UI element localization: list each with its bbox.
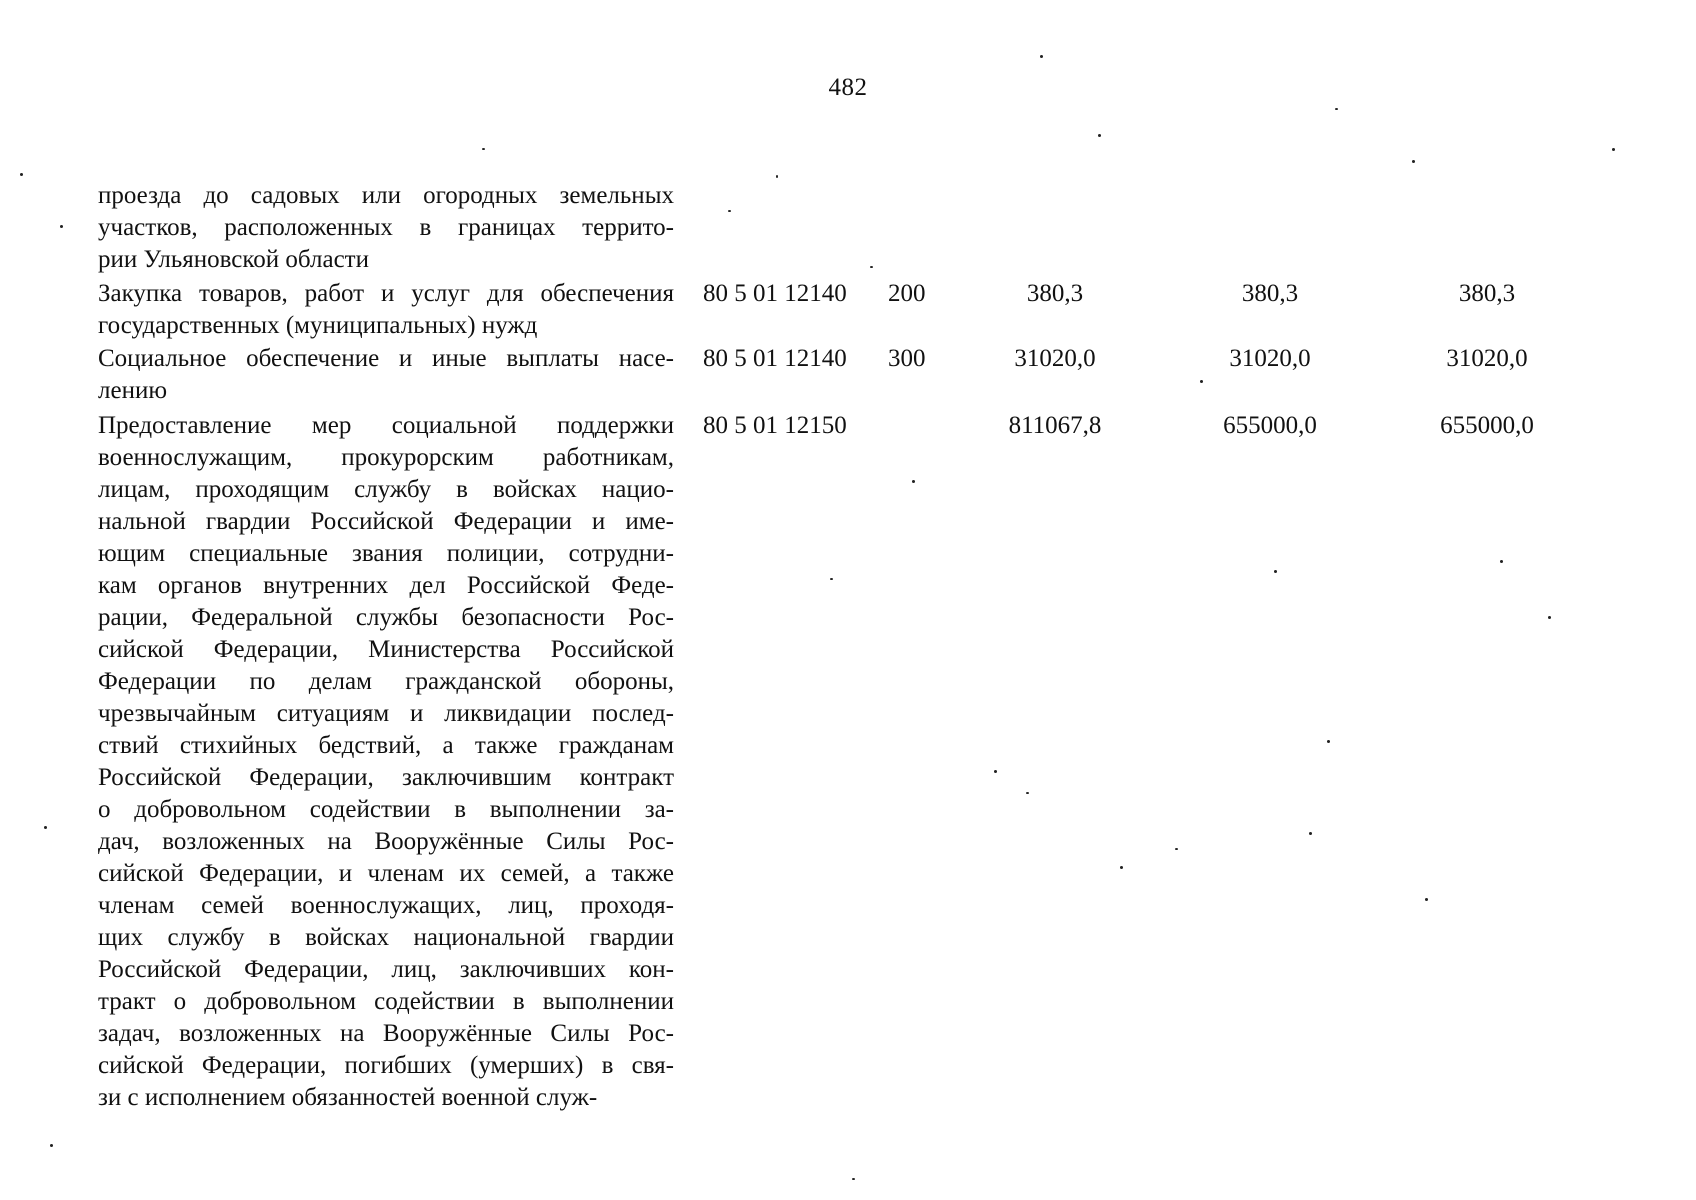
row-description	[98, 180, 674, 276]
amount-year-3: 655000,0	[1440, 412, 1534, 439]
description-line: членам семей военнослужащих, лиц, проходя-	[98, 892, 674, 919]
description-line: сийской Федерации, погибших (умерших) в свя-	[98, 1052, 674, 1079]
amount-year-2: 655000,0	[1223, 412, 1317, 439]
description-line: лицам, проходящим службу в войсках нацио-	[98, 476, 674, 503]
amount-year-1: 380,3	[1026, 280, 1084, 307]
description-line: зи с исполнением обязанностей военной служ-	[98, 1084, 598, 1111]
description-line: Российской Федерации, заключившим контракт	[98, 764, 674, 791]
amount-year-1: 31020,0	[1014, 345, 1096, 372]
description-line: Закупка товаров, работ и услуг для обеспечения	[98, 280, 674, 307]
description-line: о добровольном содействии в выполнении за-	[98, 796, 674, 823]
description-line: щих службу в войсках национальной гвардии	[98, 924, 674, 951]
description-line: задач, возложенных на Вооружённые Силы Рос-	[98, 1020, 674, 1047]
description-line: государственных (муниципальных) нужд	[98, 312, 538, 339]
description-line: чрезвычайным ситуациям и ликвидации послед-	[98, 700, 674, 727]
description-line: участков, расположенных в границах террито-	[98, 214, 674, 241]
description-line: рации, Федеральной службы безопасности Рос-	[98, 604, 674, 631]
description-line: дач, возложенных на Вооружённые Силы Рос-	[98, 828, 674, 855]
target-article-code: 80 5 01 12140	[703, 345, 847, 372]
amount-year-2: 380,3	[1241, 280, 1299, 307]
description-line: сийской Федерации, и членам их семей, а также	[98, 860, 674, 887]
description-line: проезда до садовых или огородных земельных	[98, 182, 674, 209]
amount-year-2: 31020,0	[1229, 345, 1311, 372]
page-number: 482	[828, 74, 868, 101]
description-line: кам органов внутренних дел Российской Феде-	[98, 572, 674, 599]
amount-year-1: 811067,8	[1008, 412, 1102, 439]
description-line: лению	[98, 377, 168, 404]
description-line: ющим специальные звания полиции, сотрудни-	[98, 540, 674, 567]
description-line: военнослужащим, прокурорским работникам,	[98, 444, 674, 471]
description-line: нальной гвардии Российской Федерации и име-	[98, 508, 674, 535]
description-line: сийской Федерации, Министерства Российской	[98, 636, 674, 663]
expense-type-code: 300	[888, 345, 926, 372]
description-line: Предоставление мер социальной поддержки	[98, 412, 674, 439]
description-line: Российской Федерации, лиц, заключивших кон-	[98, 956, 674, 983]
expense-type-code: 200	[888, 280, 926, 307]
description-line: тракт о добровольном содействии в выполнении	[98, 988, 674, 1015]
row-description	[98, 343, 674, 407]
description-line: Федерации по делам гражданской обороны,	[98, 668, 674, 695]
amount-year-3: 380,3	[1458, 280, 1516, 307]
target-article-code: 80 5 01 12140	[703, 280, 847, 307]
target-article-code: 80 5 01 12150	[703, 412, 847, 439]
description-line: Социальное обеспечение и иные выплаты насе-	[98, 345, 674, 372]
row-description	[98, 278, 674, 342]
description-line: ствий стихийных бедствий, а также гражданам	[98, 732, 674, 759]
row-description	[98, 410, 674, 1114]
description-line: рии Ульяновской области	[98, 246, 369, 273]
amount-year-3: 31020,0	[1446, 345, 1528, 372]
